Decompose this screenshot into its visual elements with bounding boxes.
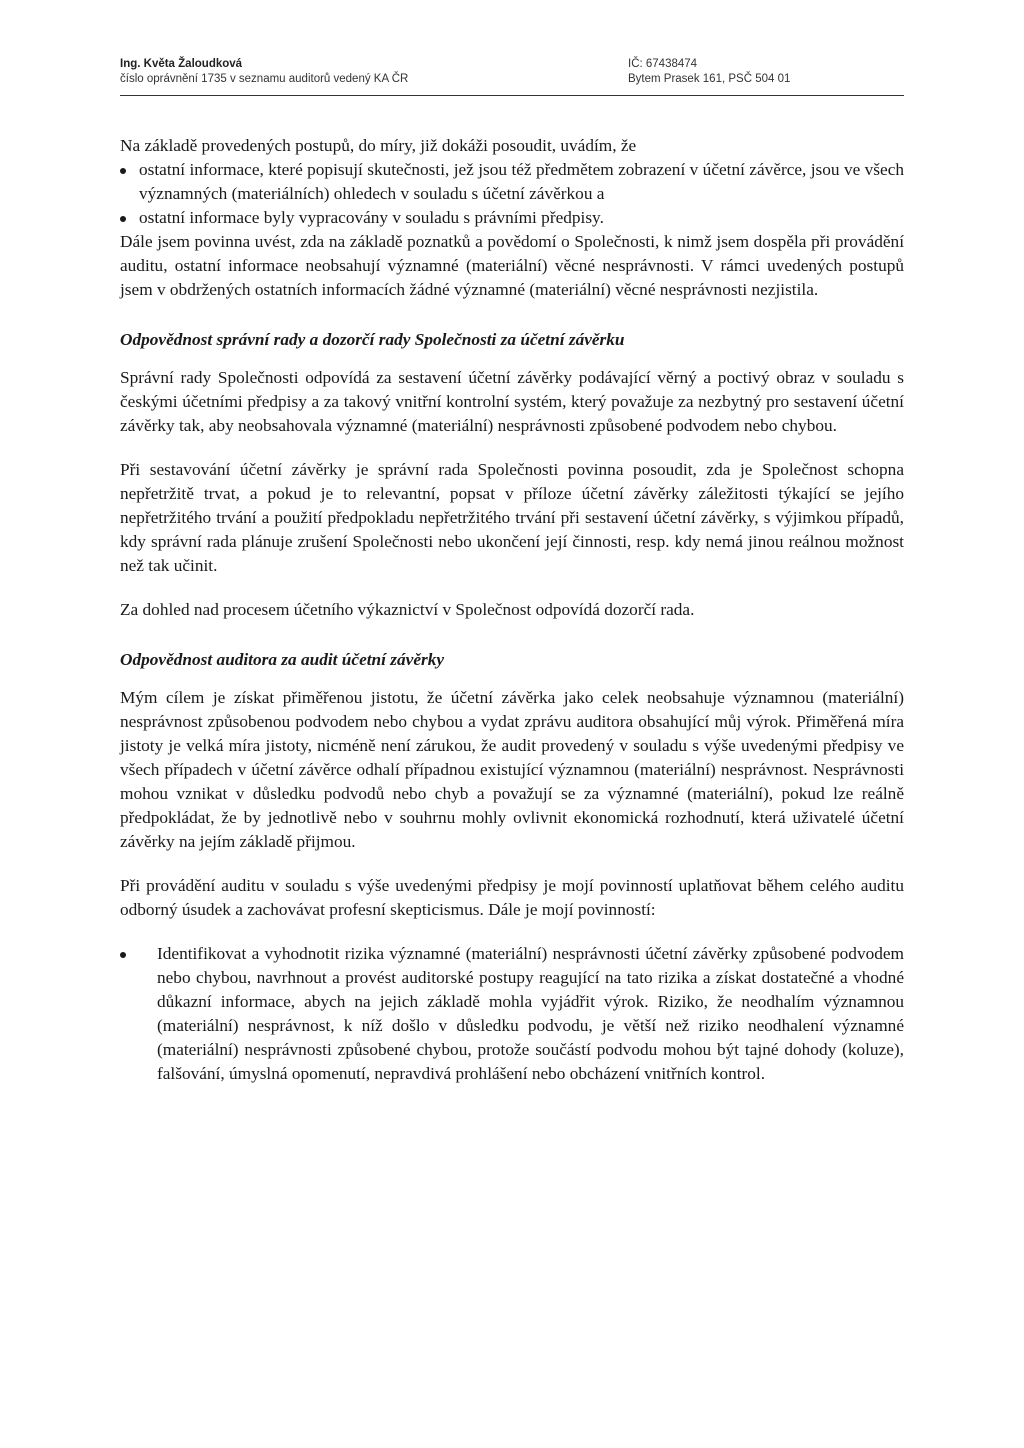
intro-paragraph: Na základě provedených postupů, do míry, již dokáži posoudit, uvádím, že xyxy=(120,136,637,155)
letterhead-right xyxy=(628,57,790,87)
auditor-duties-list xyxy=(120,942,904,1086)
bullet-icon xyxy=(120,168,126,174)
body-paragraph: Mým cílem je získat přiměřenou jistotu, že účetní závěrka jako celek neobsahuje významnou (materiální) nesprávnost způsobenou podvodem nebo chybou a vydat zprávu auditora obsahující můj výrok. Přiměřená míra jistoty je velká míra jistoty, nicméně není zárukou, že audit provedený v souladu s výše uvedenými předpisy ve všech případech v účetní závěrce odhalí případnou existující významnou (materiální) nesprávnost. Nesprávnosti mohou vznikat v důsledku podvodů nebo chyb a považují se za významné (materiální), pokud lze reálně předpokládat, že by jednotlivě nebo v souhrnu mohly ovlivnit ekonomická rozhodnutí, která uživatelé účetní závěrky na jejím základě přijmou. xyxy=(120,688,904,851)
body-paragraph: Při sestavování účetní závěrky je správní rada Společnosti povinna posoudit, zda je Společnost schopna nepřetržitě trvat, a pokud je to relevantní, popsat v příloze účetní závěrky záležitosti týkající se jejího nepřetržitého trvání a použití předpokladu nepřetržitého trvání při sestavení účetní závěrky, s výjimkou případů, kdy správní rada plánuje zrušení Společnosti nebo ukončení její činnosti, resp. kdy nemá jinou reálnou možnost než tak učinit. xyxy=(120,460,904,575)
document-body xyxy=(120,134,904,1086)
letterhead xyxy=(120,57,904,97)
header-divider xyxy=(120,95,904,96)
body-paragraph: Při provádění auditu v souladu s výše uvedenými předpisy je mojí povinností uplatňovat během celého auditu odborný úsudek a zachovávat profesní skepticismus. Dále je mojí povinností: xyxy=(120,876,904,919)
list-item xyxy=(120,942,904,1086)
auditor-name: Ing. Květa Žaloudková xyxy=(120,58,243,70)
list-item xyxy=(120,206,904,230)
auditor-address: Bytem Prasek 161, PSČ 504 01 xyxy=(628,73,791,85)
bullet-icon xyxy=(120,952,126,958)
letterhead-left xyxy=(120,57,408,87)
bullet-icon xyxy=(120,216,126,222)
section-heading-board: Odpovědnost správní rady a dozorčí rady Společnosti za účetní závěrku xyxy=(120,330,625,349)
company-id: IČ: 67438474 xyxy=(628,58,698,70)
section-heading-auditor: Odpovědnost auditora za audit účetní závěrky xyxy=(120,650,445,669)
further-paragraph: Dále jsem povinna uvést, zda na základě poznatků a povědomí o Společnosti, k nimž jsem dospěla při provádění auditu, ostatní informace neobsahují významné (materiální) věcné nesprávnosti. V rámci uvedených postupů jsem v obdržených ostatních informacích žádné významné (materiální) věcné nesprávnosti nezjistila. xyxy=(120,232,904,299)
body-paragraph: Za dohled nad procesem účetního výkaznictví v Společnost odpovídá dozorčí rada. xyxy=(120,600,695,619)
list-item xyxy=(120,158,904,206)
body-paragraph: Správní rady Společnosti odpovídá za sestavení účetní závěrky podávající věrný a poctivý obraz v souladu s českými účetními předpisy a za takový vnitřní kontrolní systém, který považuje za nezbytný pro sestavení účetní závěrky tak, aby neobsahovala významné (materiální) nesprávnosti způsobené podvodem nebo chybou. xyxy=(120,368,904,435)
auditor-license: číslo oprávnění 1735 v seznamu auditorů vedený KA ČR xyxy=(120,73,409,85)
list-item-text: Identifikovat a vyhodnotit rizika významné (materiální) nesprávnosti účetní závěrky způsobené podvodem nebo chybou, navrhnout a provést auditorské postupy reagující na tato rizika a získat dostatečné a vhodné důkazní informace, abych na jejich základě mohla vyjádřit výrok. Riziko, že neodhalím významnou (materiální) nesprávnost, k níž došlo v důsledku podvodu, je větší než riziko neodhalení významné (materiální) nesprávnosti způsobené chybou, protože součástí podvodu mohou být tajné dohody (koluze), falšování, úmyslná opomenutí, nepravdivá prohlášení nebo obcházení vnitřních kontrol. xyxy=(157,944,904,1083)
list-item-text: ostatní informace byly vypracovány v souladu s právními předpisy. xyxy=(139,208,604,227)
list-item-text: ostatní informace, které popisují skutečnosti, jež jsou též předmětem zobrazení v účetní závěrce, jsou ve všech významných (materiálních) ohledech v souladu s účetní závěrkou a xyxy=(139,160,904,203)
other-info-list xyxy=(120,158,904,230)
